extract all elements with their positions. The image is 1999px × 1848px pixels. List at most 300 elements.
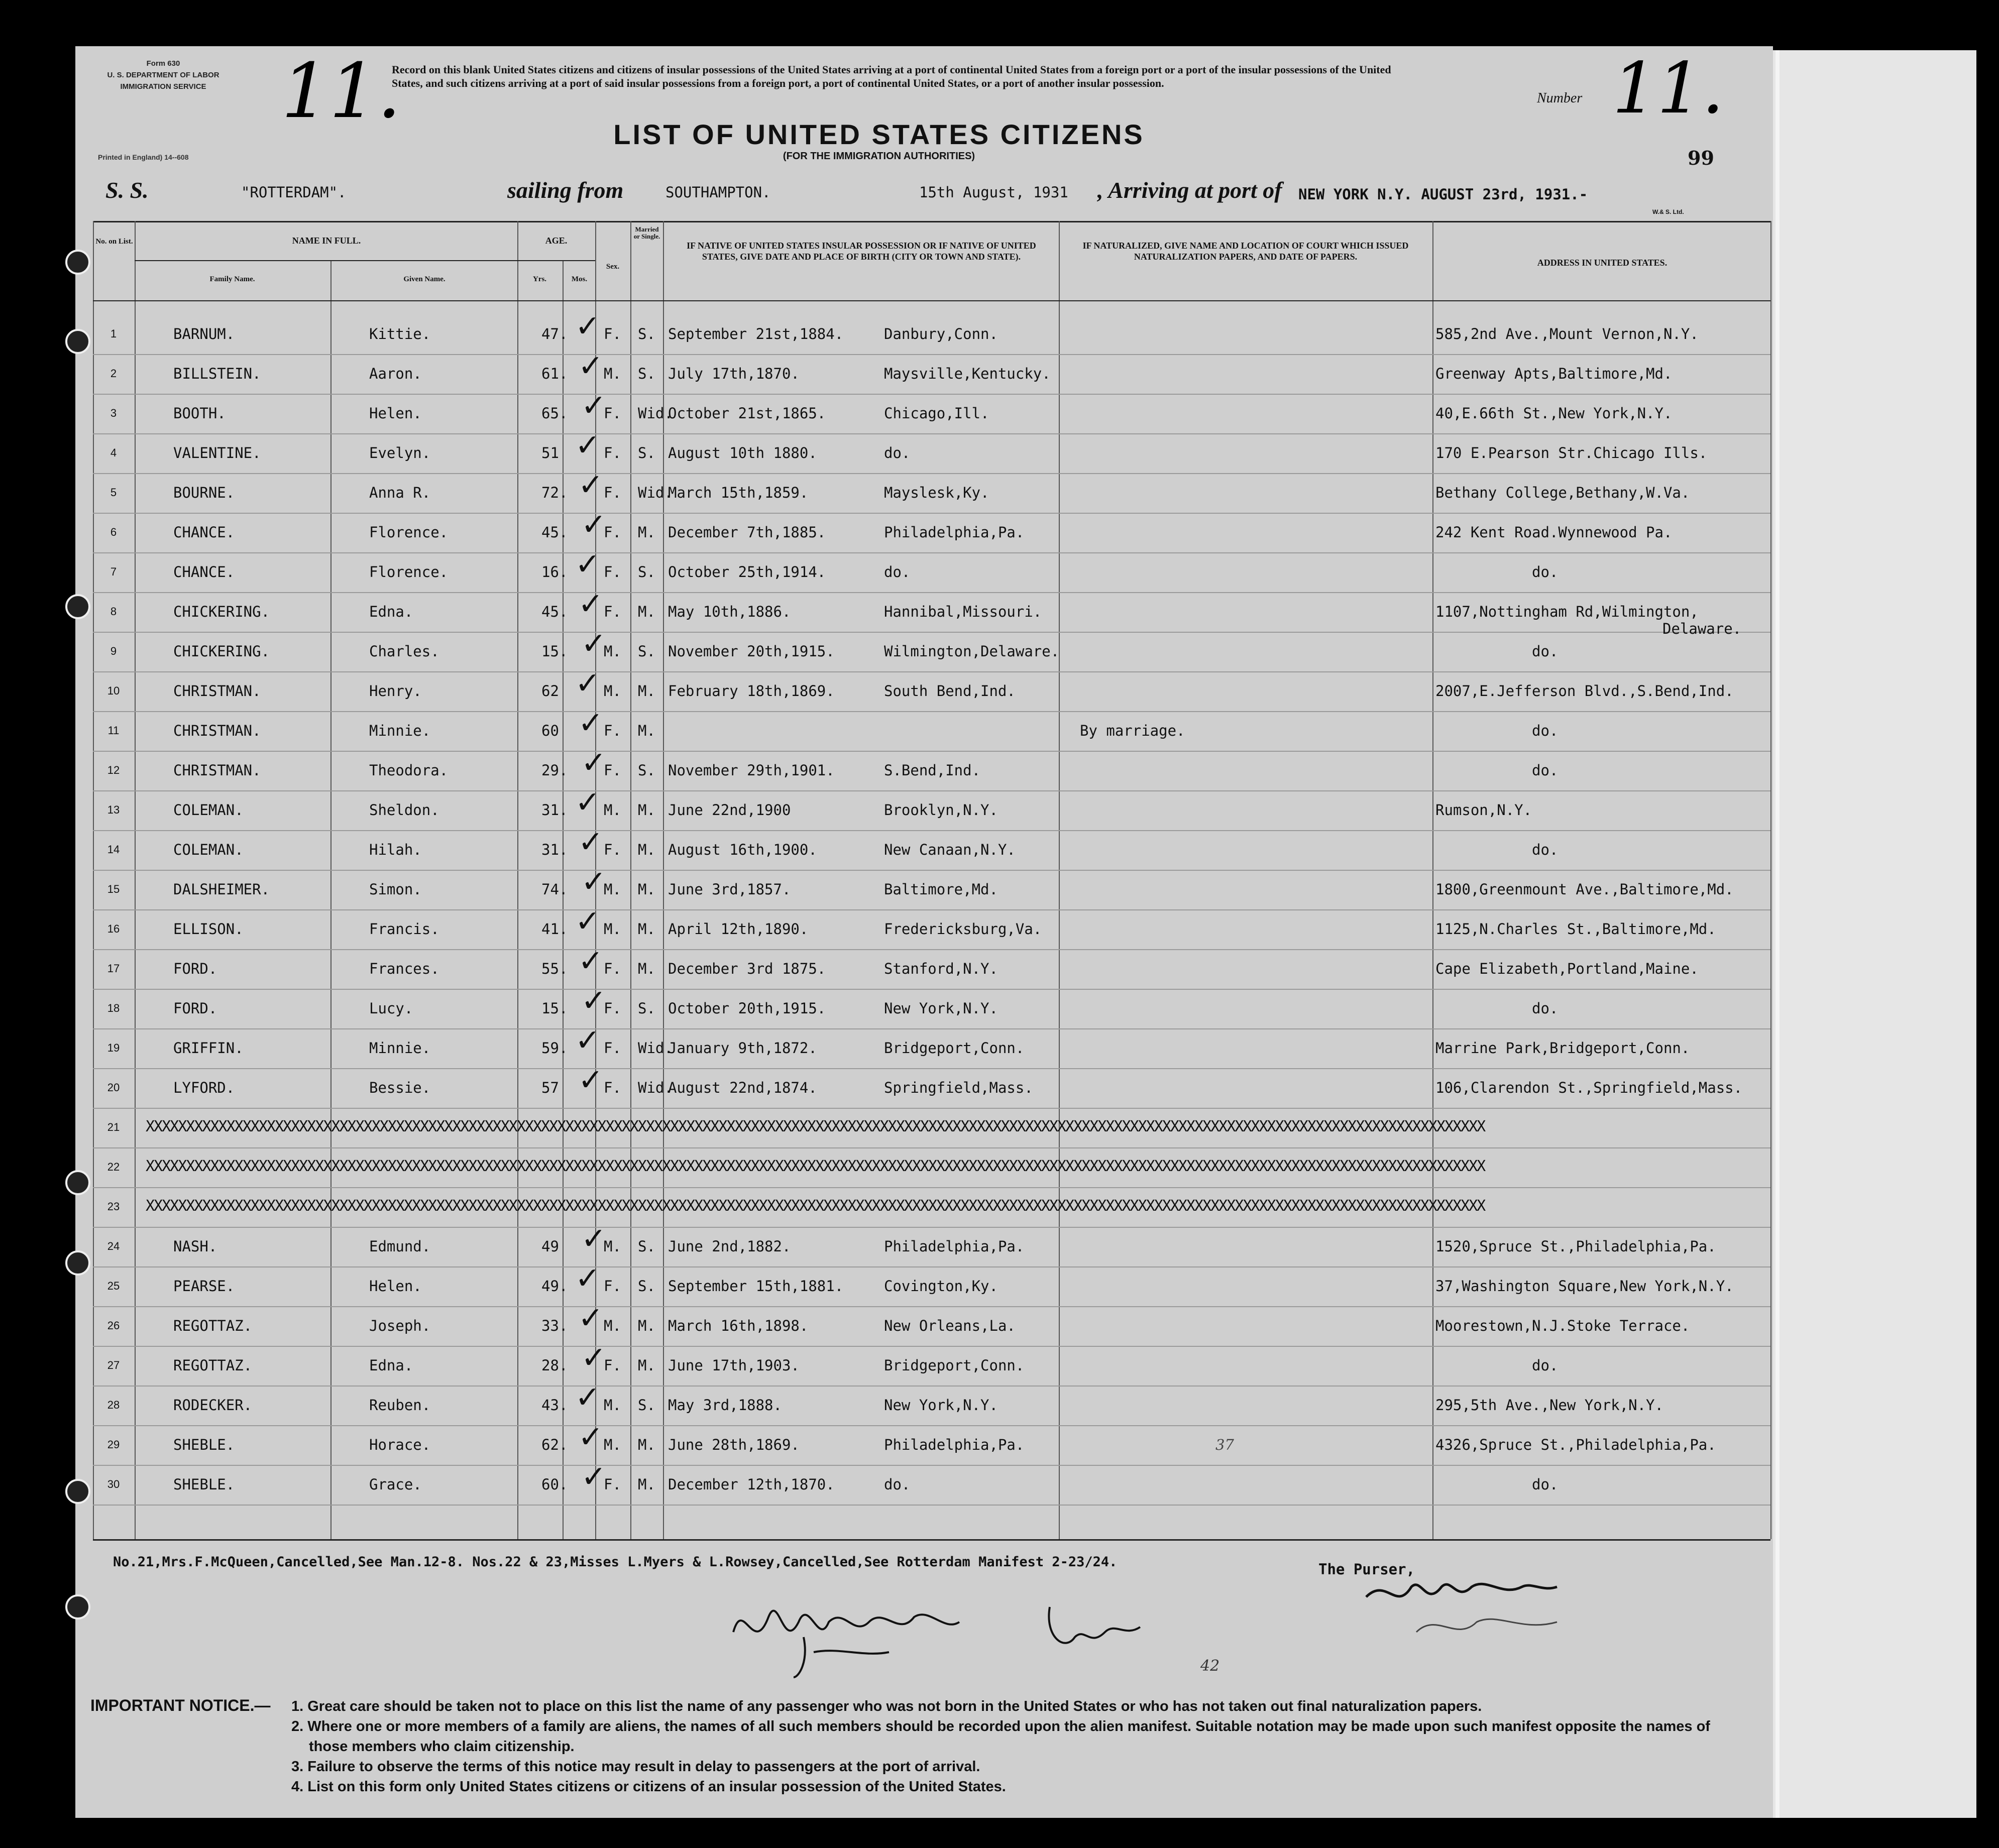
birth-place: New Orleans,La. <box>884 1317 1016 1334</box>
marital-status: S. <box>638 1278 655 1295</box>
us-address: Cape Elizabeth,Portland,Maine. <box>1435 960 1699 977</box>
birth-date: December 12th,1870. <box>668 1476 835 1493</box>
col-header-no: No. on List. <box>95 238 133 246</box>
us-address: 1800,Greenmount Ave.,Baltimore,Md. <box>1435 881 1734 898</box>
family-name: REGOTTAZ. <box>173 1317 253 1334</box>
notice-item: 3. Failure to observe the terms of this notice may result in delay to passengers at the port of arrival. <box>291 1759 980 1775</box>
family-name: SHEBLE. <box>173 1436 235 1453</box>
marital-status: M. <box>638 920 655 938</box>
row-number: 17 <box>107 962 120 975</box>
birth-place: Bridgeport,Conn. <box>884 1357 1025 1374</box>
marital-status: M. <box>638 682 655 700</box>
row-number: 28 <box>107 1399 120 1411</box>
sheet-number: 99 <box>1688 147 1714 169</box>
us-address: 585,2nd Ave.,Mount Vernon,N.Y. <box>1435 325 1699 342</box>
header-bottom-rule <box>93 300 1770 301</box>
family-name: BARNUM. <box>173 325 235 342</box>
col-header-yrs: Yrs. <box>532 275 547 283</box>
page-title: LIST OF UNITED STATES CITIZENS <box>613 119 1145 150</box>
birth-place: Philadelphia,Pa. <box>884 1436 1025 1453</box>
given-name: Evelyn. <box>369 444 431 461</box>
birth-date: August 10th 1880. <box>668 444 817 461</box>
check-mark-icon: ✓ <box>578 349 604 384</box>
printer-mark: W.& S. Ltd. <box>1652 208 1684 215</box>
name-subheader-rule <box>135 260 595 261</box>
age-years: 61. <box>541 365 568 382</box>
age-years: 31. <box>541 801 568 819</box>
row-number: 18 <box>107 1002 120 1014</box>
check-mark-icon: ✓ <box>581 745 607 780</box>
check-mark-icon: ✓ <box>578 706 604 741</box>
birth-date: June 22nd,1900 <box>668 801 791 819</box>
sex: F. <box>604 1278 621 1295</box>
family-name: CHRISTMAN. <box>173 682 261 700</box>
check-mark-icon: ✓ <box>575 1380 601 1415</box>
sex: M. <box>604 801 621 819</box>
row-number: 12 <box>107 764 120 776</box>
us-address: do. <box>1532 1357 1559 1374</box>
row-number: 27 <box>107 1359 120 1371</box>
marital-status: M. <box>638 960 655 977</box>
birth-date: June 2nd,1882. <box>668 1238 791 1255</box>
row-rule <box>93 592 1770 593</box>
us-address: 1520,Spruce St.,Philadelphia,Pa. <box>1435 1238 1716 1255</box>
family-name: ELLISON. <box>173 920 244 938</box>
row-rule <box>93 632 1770 633</box>
row-rule <box>93 1108 1770 1109</box>
given-name: Theodora. <box>369 762 449 779</box>
family-name: CHICKERING. <box>173 603 270 620</box>
age-years: 45. <box>541 603 568 620</box>
row-rule <box>93 1385 1770 1387</box>
page-subtitle: (FOR THE IMMIGRATION AUTHORITIES) <box>783 151 975 162</box>
given-name: Grace. <box>369 1476 422 1493</box>
us-address-continued: Delaware. <box>1662 620 1742 637</box>
family-name: PEARSE. <box>173 1278 235 1295</box>
age-years: 43. <box>541 1397 568 1414</box>
family-name: BOURNE. <box>173 484 235 501</box>
age-years: 16. <box>541 563 568 581</box>
service: IMMIGRATION SERVICE <box>120 82 206 91</box>
row-rule <box>93 1028 1770 1029</box>
row-rule <box>93 1425 1770 1426</box>
birth-date: September 15th,1881. <box>668 1278 844 1295</box>
departure-port: SOUTHAMPTON. <box>665 184 771 201</box>
given-name: Anna R. <box>369 484 431 501</box>
sex: M. <box>604 643 621 660</box>
sex: M. <box>604 1436 621 1453</box>
form-header <box>98 58 229 92</box>
row-number: 15 <box>107 883 120 895</box>
us-address: 4326,Spruce St.,Philadelphia,Pa. <box>1435 1436 1716 1453</box>
us-address: Bethany College,Bethany,W.Va. <box>1435 484 1690 501</box>
marital-status: Wid. <box>638 1079 673 1096</box>
given-name: Helen. <box>369 1278 422 1295</box>
check-mark-icon: ✓ <box>575 547 601 582</box>
us-address: 295,5th Ave.,New York,N.Y. <box>1435 1397 1663 1414</box>
us-address: do. <box>1532 643 1559 660</box>
age-years: 59. <box>541 1040 568 1057</box>
ship-name: "ROTTERDAM". <box>241 184 347 201</box>
given-name: Kittie. <box>369 325 431 342</box>
family-name: CHRISTMAN. <box>173 762 261 779</box>
family-name: CHANCE. <box>173 524 235 541</box>
check-mark-icon: ✓ <box>575 1023 601 1058</box>
given-name: Hilah. <box>369 841 422 858</box>
check-mark-icon: ✓ <box>575 666 601 701</box>
departure-date: 15th August, 1931 <box>919 184 1068 201</box>
col-header-name: NAME IN FULL. <box>292 236 361 246</box>
row-number: 29 <box>107 1438 120 1451</box>
check-mark-icon: ✓ <box>575 309 601 344</box>
us-address: do. <box>1532 1000 1559 1017</box>
notice-item: 2. Where one or more members of a family are aliens, the names of all such members should be recorded upon the alien manifest. Suitable notation may be made upon such manifest opposite the names of those members who claim citizenship. <box>291 1718 1710 1755</box>
us-address: Moorestown,N.J.Stoke Terrace. <box>1435 1317 1690 1334</box>
row-rule <box>93 751 1770 752</box>
notice-item: 4. List on this form only United States citizens or citizens of an insular possession of the United States. <box>291 1779 1006 1795</box>
birth-place: Bridgeport,Conn. <box>884 1040 1025 1057</box>
sex: F. <box>604 1040 621 1057</box>
cancelled-row-marks: XXXXXXXXXXXXXXXXXXXXXXXXXXXXXXXXXXXXXXXXXXXXXXXXXXXXXXXXXXXXXXXXXXXXXXXXXXXXXXXXXXXXXXXXXXXXXXXXXXXXXXXXXXXXXXXXXXXXXXXXXXXXXXXXXXXXXXXXXXXXXXXXXXXXXXXXXXXXXXXXXXXXXX <box>146 1158 1485 1175</box>
row-number: 19 <box>107 1042 120 1054</box>
given-name: Minnie. <box>369 1040 431 1057</box>
family-name: LYFORD. <box>173 1079 235 1096</box>
birth-place: New York,N.Y. <box>884 1000 998 1017</box>
record-instructions: Record on this blank United States citizens and citizens of insular possessions of the United States arriving at a port of continental United States from a foreign port or a port of the insular possessions of the United States, and such citizens arriving at a port of said insular possessions from a foreign port, a port of continental United States, or a port of another insular possession. <box>392 63 1391 89</box>
check-mark-icon: ✓ <box>581 507 607 542</box>
family-name: SHEBLE. <box>173 1476 235 1493</box>
sex: F. <box>604 1476 621 1493</box>
row-rule <box>93 433 1770 434</box>
given-name: Horace. <box>369 1436 431 1453</box>
backing-page <box>1773 50 1976 1818</box>
age-years: 28. <box>541 1357 568 1374</box>
marital-status: S. <box>638 365 655 382</box>
age-years: 47. <box>541 325 568 342</box>
birth-date: October 21st,1865. <box>668 405 826 422</box>
sex: M. <box>604 1397 621 1414</box>
sex: F. <box>604 603 621 620</box>
row-number: 26 <box>107 1319 120 1332</box>
marital-status: S. <box>638 325 655 342</box>
family-name: BILLSTEIN. <box>173 365 261 382</box>
marital-status: S. <box>638 1397 655 1414</box>
sex: F. <box>604 484 621 501</box>
check-mark-icon: ✓ <box>575 785 601 820</box>
col-header-sex: Sex. <box>606 263 620 271</box>
us-address: 1125,N.Charles St.,Baltimore,Md. <box>1435 920 1716 938</box>
age-years: 49. <box>541 1278 568 1295</box>
age-years: 29. <box>541 762 568 779</box>
sex: M. <box>604 1317 621 1334</box>
birth-date: April 12th,1890. <box>668 920 809 938</box>
given-name: Aaron. <box>369 365 422 382</box>
row-rule <box>93 909 1770 910</box>
family-name: NASH. <box>173 1238 217 1255</box>
birth-place: Hannibal,Missouri. <box>884 603 1042 620</box>
marital-status: S. <box>638 444 655 461</box>
row-rule <box>93 870 1770 871</box>
check-mark-icon: ✓ <box>581 626 607 661</box>
row-number: 24 <box>107 1240 120 1252</box>
family-name: BOOTH. <box>173 405 226 422</box>
age-years: 62. <box>541 1436 568 1453</box>
col-header-age: AGE. <box>545 236 568 246</box>
family-name: REGOTTAZ. <box>173 1357 253 1374</box>
age-years: 72. <box>541 484 568 501</box>
margin-note: 42 <box>1200 1657 1220 1675</box>
cancelled-row-marks: XXXXXXXXXXXXXXXXXXXXXXXXXXXXXXXXXXXXXXXXXXXXXXXXXXXXXXXXXXXXXXXXXXXXXXXXXXXXXXXXXXXXXXXXXXXXXXXXXXXXXXXXXXXXXXXXXXXXXXXXXXXXXXXXXXXXXXXXXXXXXXXXXXXXXXXXXXXXXXXXXXXXXX <box>146 1118 1485 1135</box>
check-mark-icon: ✓ <box>581 1340 607 1375</box>
sex: F. <box>604 762 621 779</box>
arriving-label: , Arriving at port of <box>1097 177 1282 203</box>
binder-hole-icon <box>65 329 90 354</box>
col-divider <box>1432 221 1433 1539</box>
handwritten-page-number: 11. <box>281 48 401 135</box>
birth-place: Philadelphia,Pa. <box>884 524 1025 541</box>
row-rule <box>93 671 1770 672</box>
given-name: Joseph. <box>369 1317 431 1334</box>
age-years: 62 <box>541 682 559 700</box>
family-name: FORD. <box>173 1000 217 1017</box>
col-header-naturalized: IF NATURALIZED, GIVE NAME AND LOCATION OF COURT WHICH ISSUED NATURALIZATION PAPERS, AND DATE OF PAPERS. <box>1082 241 1409 262</box>
sex: F. <box>604 1000 621 1017</box>
row-rule <box>93 552 1770 553</box>
birth-date: May 10th,1886. <box>668 603 791 620</box>
family-name: COLEMAN. <box>173 801 244 819</box>
col-divider <box>1770 221 1771 1539</box>
given-name: Florence. <box>369 563 449 581</box>
family-name: GRIFFIN. <box>173 1040 244 1057</box>
age-years: 55. <box>541 960 568 977</box>
row-number: 13 <box>107 803 120 816</box>
row-rule <box>93 354 1770 355</box>
birth-date: November 20th,1915. <box>668 643 835 660</box>
binder-hole-icon <box>65 1250 90 1276</box>
birth-place: Fredericksburg,Va. <box>884 920 1042 938</box>
row-rule <box>93 830 1770 831</box>
birth-date: November 29th,1901. <box>668 762 835 779</box>
birth-place: Wilmington,Delaware. <box>884 643 1060 660</box>
age-years: 41. <box>541 920 568 938</box>
birth-place: Philadelphia,Pa. <box>884 1238 1025 1255</box>
given-name: Reuben. <box>369 1397 431 1414</box>
given-name: Henry. <box>369 682 422 700</box>
table-bottom-rule <box>93 1539 1770 1541</box>
age-years: 15. <box>541 643 568 660</box>
given-name: Frances. <box>369 960 439 977</box>
age-years: 33. <box>541 1317 568 1334</box>
row-number: 16 <box>107 922 120 935</box>
check-mark-icon: ✓ <box>578 825 604 860</box>
notice-item: 1. Great care should be taken not to place on this list the name of any passenger who was not born in the United States or who has not taken out final naturalization papers. <box>291 1698 1482 1714</box>
row-number: 6 <box>110 526 117 538</box>
marital-status: S. <box>638 762 655 779</box>
birth-place: do. <box>884 1476 911 1493</box>
sex: F. <box>604 563 621 581</box>
birth-date: October 25th,1914. <box>668 563 826 581</box>
given-name: Helen. <box>369 405 422 422</box>
birth-date: January 9th,1872. <box>668 1040 817 1057</box>
age-years: 57 <box>541 1079 559 1096</box>
col-header-native: IF NATIVE OF UNITED STATES INSULAR POSSESSION OR IF NATIVE OF UNITED STATES, GIVE DATE AND PLACE OF BIRTH (CITY OR TOWN AND STATE). <box>687 241 1036 262</box>
us-address: Rumson,N.Y. <box>1435 801 1532 819</box>
age-years: 60. <box>541 1476 568 1493</box>
birth-place: Chicago,Ill. <box>884 405 989 422</box>
row-number: 11 <box>107 724 120 737</box>
given-name: Bessie. <box>369 1079 431 1096</box>
marital-status: M. <box>638 841 655 858</box>
binder-hole-icon <box>65 250 90 275</box>
birth-place: do. <box>884 563 911 581</box>
marital-status: Wid. <box>638 484 673 501</box>
number-label: Number <box>1537 90 1583 106</box>
row-rule <box>93 394 1770 395</box>
cancelled-row-marks: XXXXXXXXXXXXXXXXXXXXXXXXXXXXXXXXXXXXXXXXXXXXXXXXXXXXXXXXXXXXXXXXXXXXXXXXXXXXXXXXXXXXXXXXXXXXXXXXXXXXXXXXXXXXXXXXXXXXXXXXXXXXXXXXXXXXXXXXXXXXXXXXXXXXXXXXXXXXXXXXXXXXXX <box>146 1197 1485 1215</box>
sex: F. <box>604 524 621 541</box>
birth-place: do. <box>884 444 911 461</box>
sex: F. <box>604 960 621 977</box>
sex: F. <box>604 1079 621 1096</box>
us-address: 170 E.Pearson Str.Chicago Ills. <box>1435 444 1708 461</box>
sex: F. <box>604 1357 621 1374</box>
birth-date: October 20th,1915. <box>668 1000 826 1017</box>
arrival-port: NEW YORK N.Y. AUGUST 23rd, 1931.- <box>1298 186 1588 203</box>
birth-place: Mayslesk,Ky. <box>884 484 989 501</box>
family-name: COLEMAN. <box>173 841 244 858</box>
col-divider <box>135 221 136 1539</box>
marital-status: S. <box>638 1000 655 1017</box>
row-number: 21 <box>107 1121 120 1133</box>
us-address: 40,E.66th St.,New York,N.Y. <box>1435 405 1673 422</box>
given-name: Lucy. <box>369 1000 413 1017</box>
birth-place: Brooklyn,N.Y. <box>884 801 998 819</box>
given-name: Simon. <box>369 881 422 898</box>
col-header-mos: Mos. <box>571 275 588 283</box>
row-number: 9 <box>110 645 117 657</box>
row-rule <box>93 1346 1770 1347</box>
sailing-label: sailing from <box>507 177 624 203</box>
us-address: 2007,E.Jefferson Blvd.,S.Bend,Ind. <box>1435 682 1734 700</box>
important-notice <box>291 1696 1748 1797</box>
col-header-given: Given Name. <box>403 275 446 283</box>
birth-place: S.Bend,Ind. <box>884 762 981 779</box>
department: U. S. DEPARTMENT OF LABOR <box>107 71 219 79</box>
printed-note: Printed in England) 14--608 <box>98 153 189 161</box>
marital-status: Wid. <box>638 405 673 422</box>
check-mark-icon: ✓ <box>578 1420 604 1455</box>
birth-place: Covington,Ky. <box>884 1278 998 1295</box>
row-number: 4 <box>110 446 117 459</box>
row-rule <box>93 989 1770 990</box>
birth-place: Stanford,N.Y. <box>884 960 998 977</box>
birth-date: February 18th,1869. <box>668 682 835 700</box>
marital-status: M. <box>638 801 655 819</box>
sex: M. <box>604 881 621 898</box>
birth-place: Springfield,Mass. <box>884 1079 1033 1096</box>
marital-status: M. <box>638 881 655 898</box>
col-divider <box>330 261 331 1539</box>
table-top-rule <box>93 221 1770 222</box>
col-divider <box>1059 221 1060 1539</box>
row-number: 30 <box>107 1478 120 1490</box>
cancellation-note: No.21,Mrs.F.McQueen,Cancelled,See Man.12-8. Nos.22 & 23,Misses L.Myers & L.Rowsey,Cancelled,See Rotterdam Manifest 2-23/24. <box>113 1554 1118 1570</box>
us-address: 37,Washington Square,New York,N.Y. <box>1435 1278 1734 1295</box>
given-name: Minnie. <box>369 722 431 739</box>
family-name: CHICKERING. <box>173 643 270 660</box>
us-address: do. <box>1532 841 1559 858</box>
check-mark-icon: ✓ <box>578 468 604 503</box>
us-address: Marrine Park,Bridgeport,Conn. <box>1435 1040 1690 1057</box>
us-address: 242 Kent Road.Wynnewood Pa. <box>1435 524 1673 541</box>
row-number: 25 <box>107 1280 120 1292</box>
check-mark-icon: ✓ <box>575 904 601 939</box>
birth-date: May 3rd,1888. <box>668 1397 782 1414</box>
row-number: 1 <box>110 327 117 340</box>
handwritten-signature <box>723 1577 1155 1682</box>
check-mark-icon: ✓ <box>581 388 607 423</box>
row-number: 20 <box>107 1081 120 1094</box>
sex: F. <box>604 405 621 422</box>
check-mark-icon: ✓ <box>581 983 607 1018</box>
birth-date: June 17th,1903. <box>668 1357 800 1374</box>
marital-status: M. <box>638 1317 655 1334</box>
age-years: 51 <box>541 444 559 461</box>
us-address: do. <box>1532 762 1559 779</box>
age-years: 31. <box>541 841 568 858</box>
sex: M. <box>604 682 621 700</box>
birth-date: September 21st,1884. <box>668 325 844 342</box>
row-rule <box>93 1306 1770 1307</box>
given-name: Sheldon. <box>369 801 439 819</box>
row-rule <box>93 1187 1770 1188</box>
notice-title: IMPORTANT NOTICE.— <box>90 1696 271 1714</box>
purser-label: The Purser, <box>1318 1561 1415 1578</box>
row-rule <box>93 711 1770 712</box>
check-mark-icon: ✓ <box>581 1459 607 1494</box>
sex: F. <box>604 722 621 739</box>
check-mark-icon: ✓ <box>578 1063 604 1098</box>
family-name: RODECKER. <box>173 1397 253 1414</box>
age-years: 45. <box>541 524 568 541</box>
marital-status: M. <box>638 1436 655 1453</box>
age-years: 49 <box>541 1238 559 1255</box>
marital-status: M. <box>638 1476 655 1493</box>
us-address: do. <box>1532 1476 1559 1493</box>
family-name: CHRISTMAN. <box>173 722 261 739</box>
binder-hole-icon <box>65 594 90 619</box>
row-number: 7 <box>110 565 117 578</box>
sex: M. <box>604 920 621 938</box>
marital-status: Wid. <box>638 1040 673 1057</box>
row-rule <box>93 1465 1770 1466</box>
family-name: DALSHEIMER. <box>173 881 270 898</box>
given-name: Edna. <box>369 603 413 620</box>
given-name: Francis. <box>369 920 439 938</box>
birth-date: June 3rd,1857. <box>668 881 791 898</box>
birth-place: New Canaan,N.Y. <box>884 841 1016 858</box>
col-divider <box>93 221 94 1539</box>
col-header-family: Family Name. <box>209 275 255 283</box>
row-rule <box>93 513 1770 514</box>
family-name: CHANCE. <box>173 563 235 581</box>
birth-date: July 17th,1870. <box>668 365 800 382</box>
row-number: 3 <box>110 407 117 419</box>
check-mark-icon: ✓ <box>581 1221 607 1256</box>
col-header-married: Married or Single. <box>633 225 660 240</box>
birth-place: Maysville,Kentucky. <box>884 365 1051 382</box>
page-edge <box>1775 50 1780 1818</box>
